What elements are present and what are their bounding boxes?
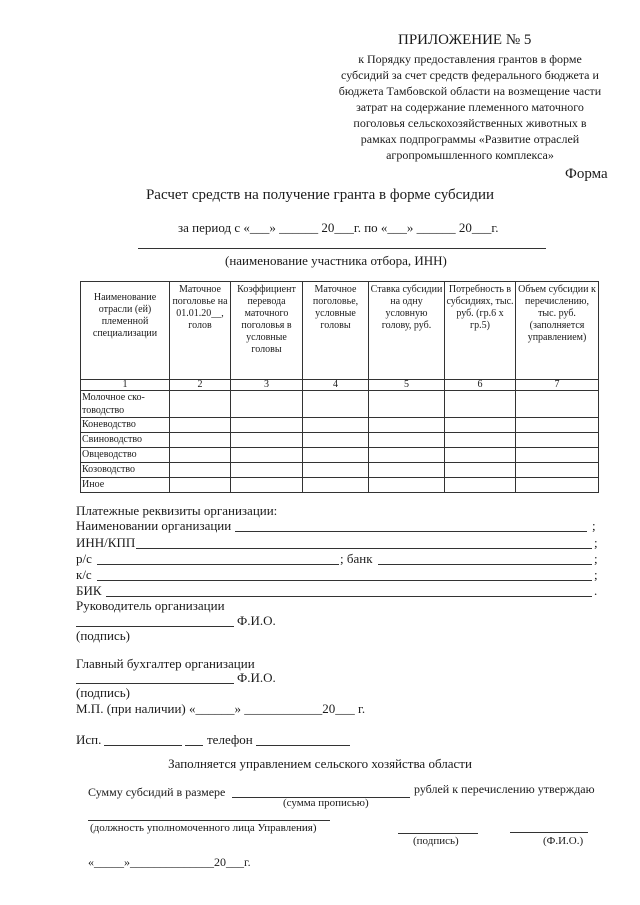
table-cell[interactable] [445,478,516,493]
bank-label: ; банк [340,551,373,566]
table-row [81,418,599,433]
row-label: Свиноводство [81,433,170,448]
amount-approve-label: рублей к перечислению утверждаю [414,782,595,796]
table-cell[interactable] [445,391,516,418]
accountant-fio-label: Ф.И.О. [237,670,276,685]
accountant-signature-caption: (подпись) [76,685,130,700]
row-label: Коневодство [81,418,170,433]
column-header: Ставка субсидии на одну условную голову, руб. [369,282,445,380]
table-cell[interactable] [516,448,599,463]
table-row [81,391,599,418]
row-label: Иное [81,478,170,493]
table-row [81,433,599,448]
table-cell[interactable] [303,463,369,478]
column-number: 6 [445,380,516,391]
column-header: Объем субсидии к перечислению, тыс. руб. (заполняется управлением) [516,282,599,380]
table-cell[interactable] [369,478,445,493]
column-number: 5 [369,380,445,391]
table-cell[interactable] [445,433,516,448]
bank-field[interactable] [378,564,592,565]
dept-signature-caption: (подпись) [413,835,459,847]
table-cell[interactable] [231,448,303,463]
table-cell[interactable] [303,433,369,448]
page-title: Расчет средств на получение гранта в форме субсидии [145,187,495,203]
stamp-date-line: М.П. (при наличии) «______» ____________20___ г. [76,701,366,716]
dept-fio-caption: (Ф.И.О.) [543,835,584,847]
table-cell[interactable] [170,418,231,433]
phone-field[interactable] [256,745,350,746]
column-header: Потребность в субсидиях, тыс. руб. (гр.6 х гр.5) [445,282,516,380]
dept-signature-field[interactable] [398,833,478,834]
ks-field[interactable] [97,580,592,581]
table-cell[interactable] [516,391,599,418]
approval-date: «_____»______________20___г. [88,855,251,869]
head-fio-label: Ф.И.О. [237,613,276,628]
table-cell[interactable] [170,463,231,478]
table-cell[interactable] [231,418,303,433]
table-row [81,448,599,463]
table-cell[interactable] [303,448,369,463]
column-number: 4 [303,380,369,391]
row-label: Козоводство [81,463,170,478]
table-cell[interactable] [170,448,231,463]
payment-title: Платежные реквизиты организации: [76,503,278,518]
inn-field[interactable] [136,548,592,549]
table-cell[interactable] [369,391,445,418]
calculation-table [80,281,599,493]
column-number: 1 [81,380,170,391]
executor-field[interactable] [104,745,182,746]
table-cell[interactable] [516,418,599,433]
table-cell[interactable] [369,448,445,463]
table-cell[interactable] [516,478,599,493]
rs-label: р/с [76,551,92,566]
table-cell[interactable] [170,391,231,418]
amount-caption: (сумма прописью) [283,797,369,809]
position-field[interactable] [88,820,330,821]
table-cell[interactable] [170,478,231,493]
rs-field[interactable] [97,564,339,565]
org-name-field[interactable] [235,531,587,532]
dept-fio-field[interactable] [510,832,588,833]
period-line: за период с «___» ______ 20___г. по «___» ______ 20___г. [178,220,499,235]
accountant-label: Главный бухгалтер организации [76,656,255,671]
table-cell[interactable] [231,391,303,418]
table-cell[interactable] [369,433,445,448]
table-cell[interactable] [231,463,303,478]
org-name-label: Наименовании организации [76,518,232,533]
row-label: Овцеводство [81,448,170,463]
bik-label: БИК [76,583,102,598]
bik-field[interactable] [106,596,592,597]
participant-underline [138,248,546,249]
table-cell[interactable] [303,418,369,433]
table-cell[interactable] [303,391,369,418]
executor-field-2[interactable] [185,745,203,746]
table-cell[interactable] [445,463,516,478]
column-header: Маточное поголовье на 01.01.20__, голов [170,282,231,380]
ks-label: к/с [76,567,92,582]
row-label: Молочное ско-товодство [81,391,170,418]
department-heading: Заполняется управлением сельского хозяйства области [168,756,472,771]
column-header: Маточное поголовье, условные головы [303,282,369,380]
table-cell[interactable] [369,418,445,433]
column-header: Наименование отрасли (ей) племенной специализации [81,282,170,380]
participant-caption: (наименование участника отбора, ИНН) [225,253,447,268]
table-cell[interactable] [231,478,303,493]
table-cell[interactable] [516,433,599,448]
head-signature-field[interactable] [76,626,234,627]
table-cell[interactable] [516,463,599,478]
position-caption: (должность уполномоченного лица Управления) [90,822,317,834]
appendix-title: ПРИЛОЖЕНИЕ № 5 [398,32,532,48]
table-cell[interactable] [445,418,516,433]
inn-label: ИНН/КПП [76,535,136,550]
table-cell[interactable] [231,433,303,448]
column-number: 7 [516,380,599,391]
head-label: Руководитель организации [76,598,225,613]
head-signature-caption: (подпись) [76,628,130,643]
accountant-signature-field[interactable] [76,683,234,684]
executor-label: Исп. [76,732,102,747]
table-cell[interactable] [303,478,369,493]
table-cell[interactable] [445,448,516,463]
phone-label: телефон [207,732,253,747]
appendix-subtitle: к Порядку предоставления грантов в форме субсидий за счет средств федерального бюджета и бюджета Тамбовской области на возмещение части затрат на содержание племенного маточного поголовья сельскохозяйственных животных в рамках подпрограммы «Развитие отраслей агропромышленного комплекса» [338,52,602,162]
column-header: Коэффициент перевода маточного поголовья в условные головы [231,282,303,380]
form-label: Форма [565,166,608,182]
amount-label: Сумму субсидий в размере [88,785,226,799]
table-row [81,463,599,478]
column-number: 3 [231,380,303,391]
column-number: 2 [170,380,231,391]
table-cell[interactable] [369,463,445,478]
table-cell[interactable] [170,433,231,448]
table-row [81,478,599,493]
